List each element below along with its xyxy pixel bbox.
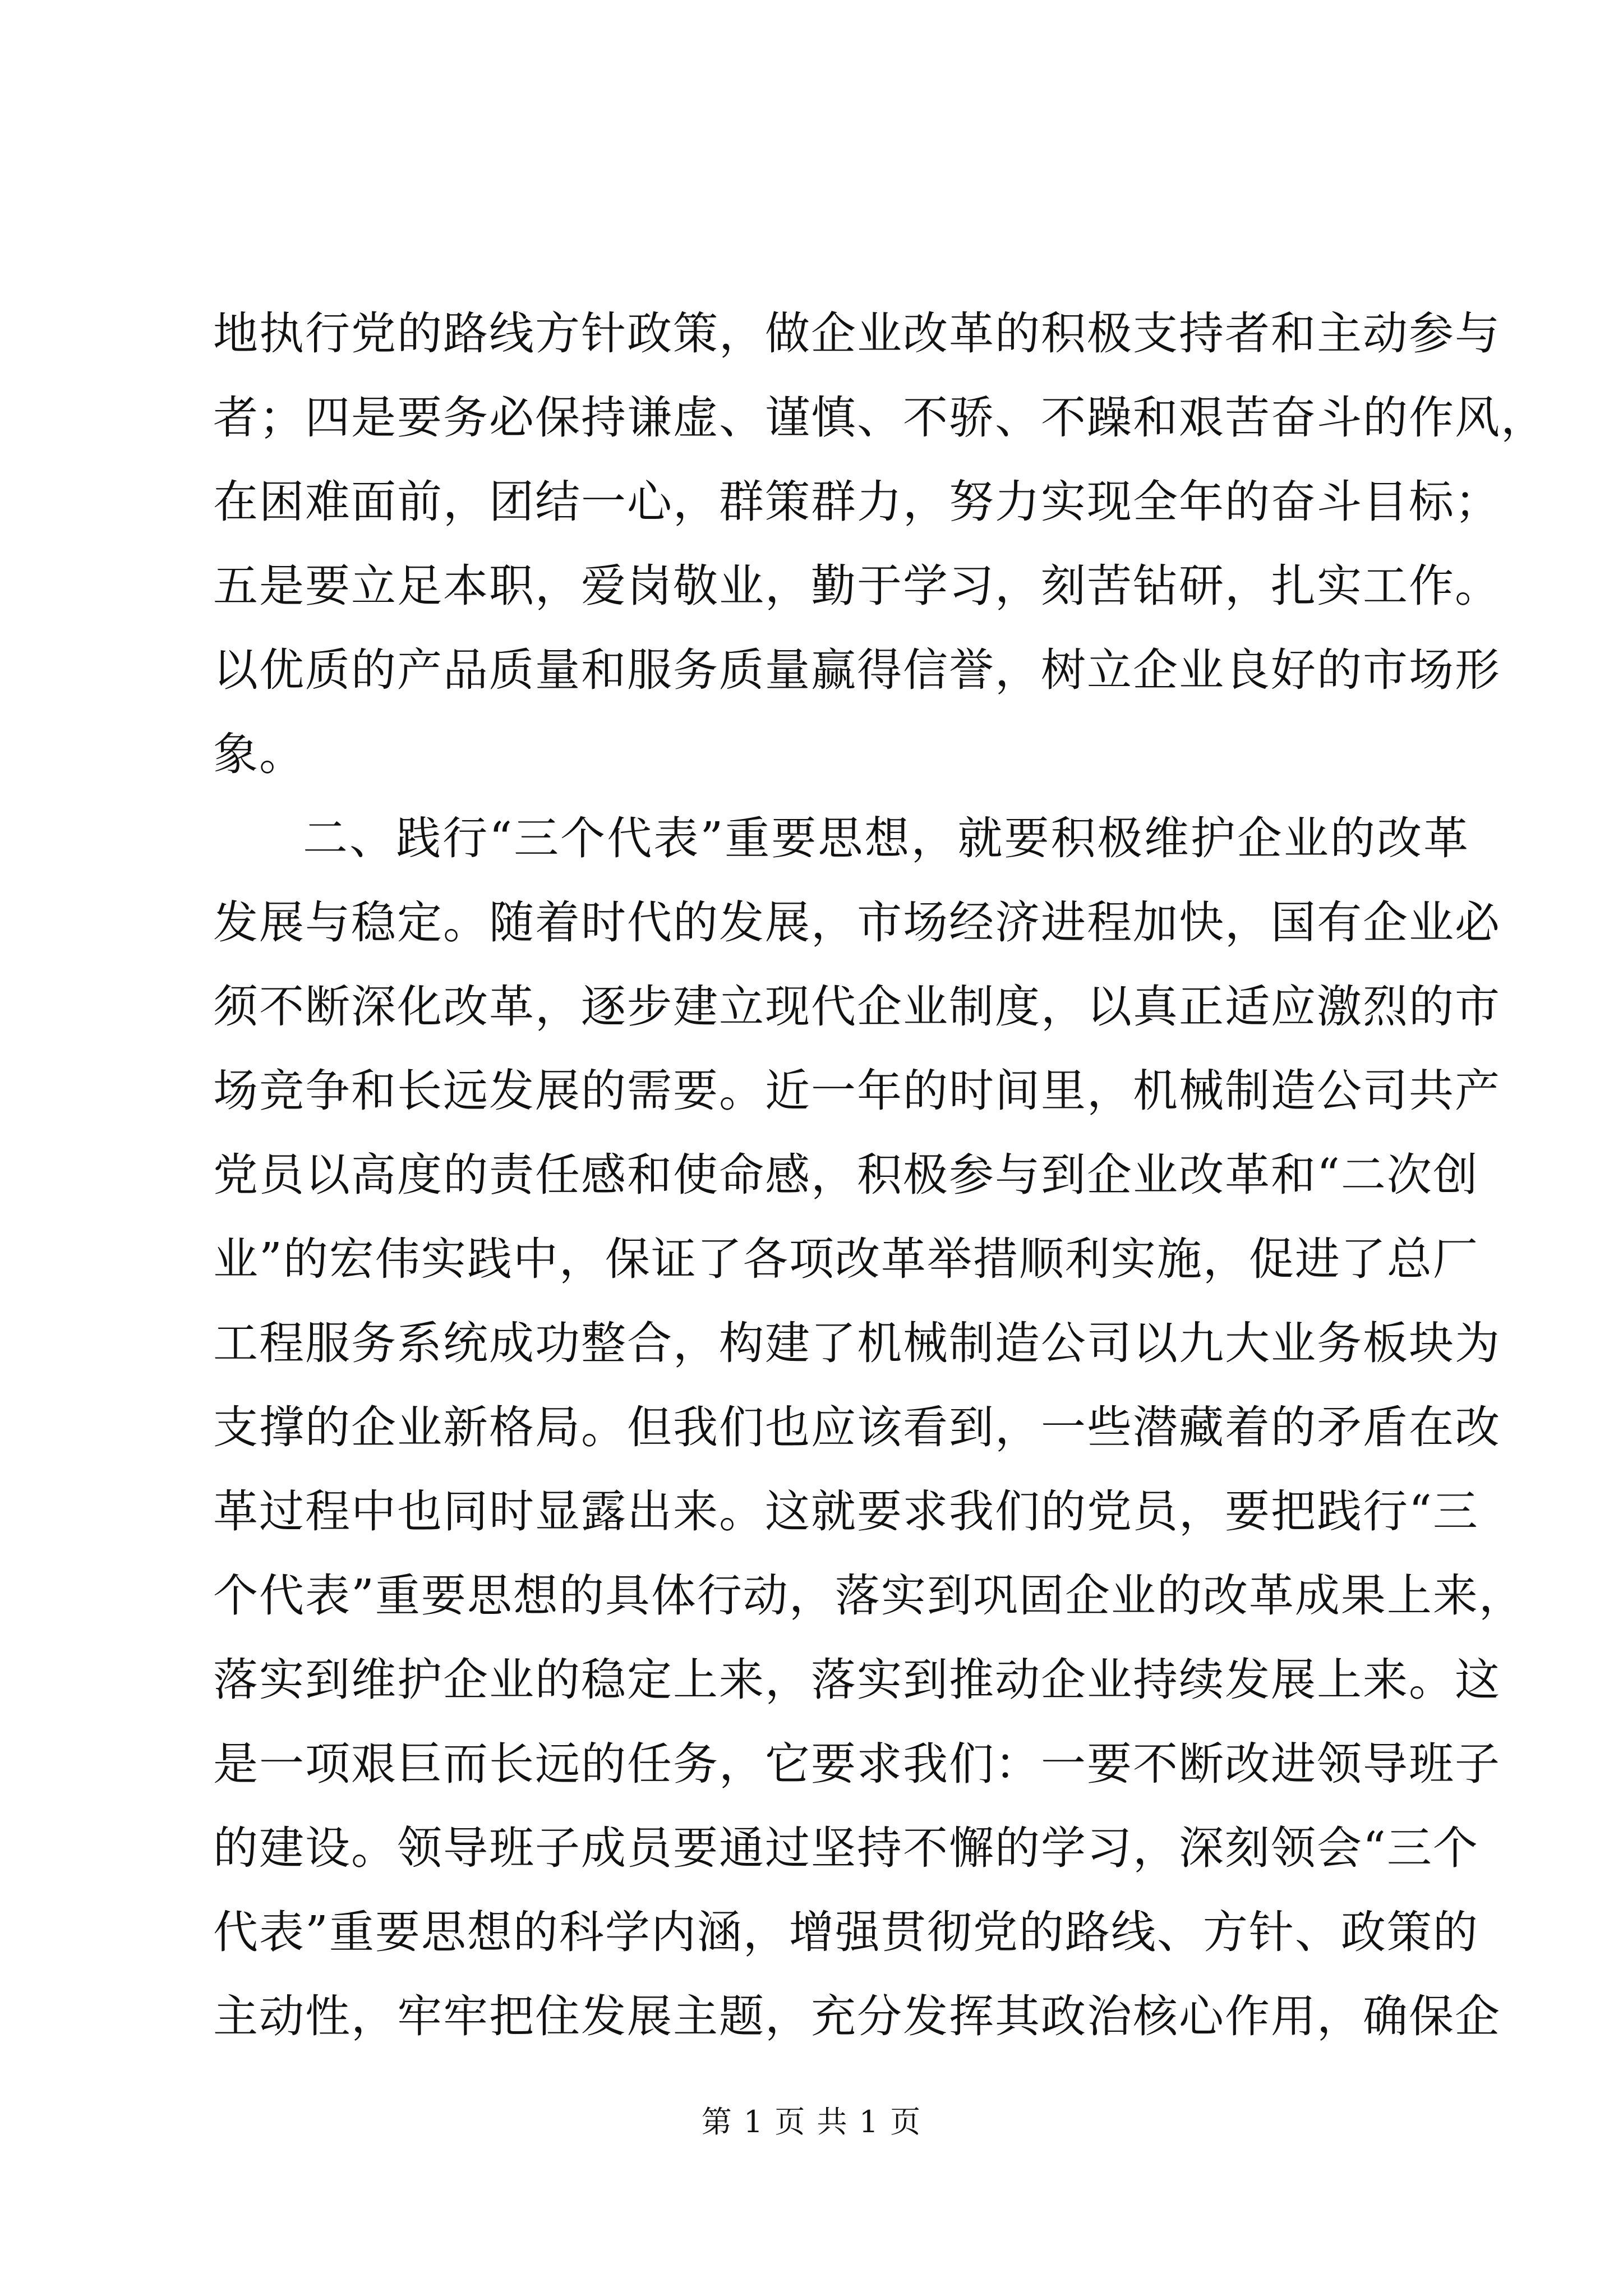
text-line: 五是要立足本职，爱岗敬业，勤于学习，刻苦钻研，扎实工作。	[213, 560, 1501, 612]
text-line: 者；四是要务必保持谦虚、谨慎、不骄、不躁和艰苦奋斗的作风，	[213, 392, 1547, 444]
text-line: 场竞争和长远发展的需要。近一年的时间里，机械制造公司共产	[213, 1065, 1501, 1117]
text-line: 发展与稳定。随着时代的发展，市场经济进程加快，国有企业必	[213, 896, 1501, 949]
text-line: 主动性，牢牢把住发展主题，充分发挥其政治核心作用，确保企	[213, 1990, 1501, 2042]
text-line: 的建设。领导班子成员要通过坚持不懈的学习，深刻领会“三个	[213, 1822, 1479, 1874]
page-footer: 第 1 页 共 1 页	[701, 2104, 922, 2139]
text-line: 须不断深化改革，逐步建立现代企业制度，以真正适应激烈的市	[213, 981, 1501, 1033]
text-line: 在困难面前，团结一心，群策群力，努力实现全年的奋斗目标；	[213, 476, 1501, 528]
text-line: 支撑的企业新格局。但我们也应该看到，一些潜藏着的矛盾在改	[213, 1401, 1501, 1453]
text-line: 代表”重要思想的科学内涵，增强贯彻党的路线、方针、政策的	[213, 1906, 1479, 1958]
text-line: 业”的宏伟实践中，保证了各项改革举措顺利实施，促进了总厂	[213, 1233, 1479, 1285]
text-line: 工程服务系统成功整合，构建了机械制造公司以九大业务板块为	[213, 1317, 1501, 1369]
text-line: 党员以高度的责任感和使命感，积极参与到企业改革和“二次创	[213, 1149, 1479, 1201]
text-line: 是一项艰巨而长远的任务，它要求我们：一要不断改进领导班子	[213, 1738, 1501, 1790]
text-line: 落实到维护企业的稳定上来，落实到推动企业持续发展上来。这	[213, 1654, 1501, 1706]
text-line: 个代表”重要思想的具体行动，落实到巩固企业的改革成果上来，	[213, 1570, 1525, 1622]
text-line: 革过程中也同时显露出来。这就要求我们的党员，要把践行“三	[213, 1485, 1479, 1538]
text-line: 象。	[213, 728, 305, 780]
text-line: 地执行党的路线方针政策，做企业改革的积极支持者和主动参与	[213, 307, 1501, 360]
text-line: 以优质的产品质量和服务质量赢得信誉，树立企业良好的市场形	[213, 644, 1501, 696]
document-body	[213, 292, 1547, 2059]
paragraph-start-line: 二、践行“三个代表”重要思想，就要积极维护企业的改革	[303, 812, 1469, 864]
